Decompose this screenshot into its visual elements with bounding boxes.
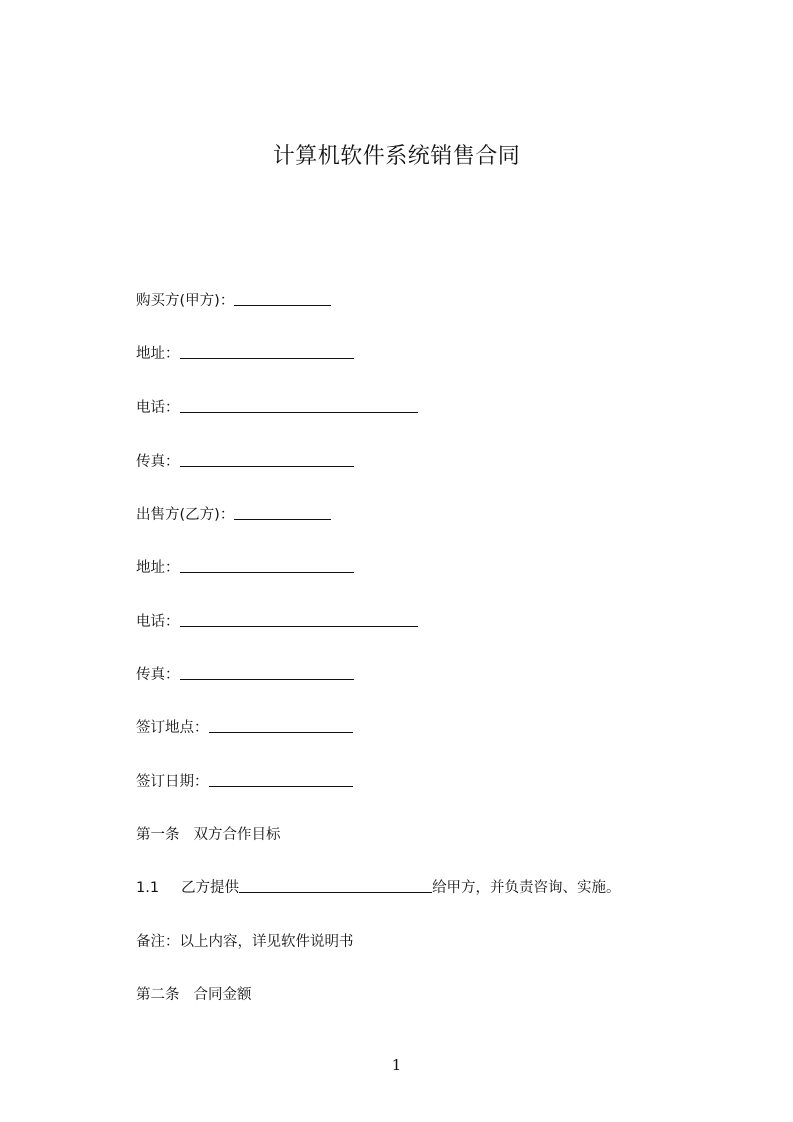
article-1-number: 第一条 bbox=[136, 827, 180, 843]
buyer-fax-blank[interactable] bbox=[180, 452, 354, 467]
clause-1-1-number: 1.1 bbox=[136, 880, 160, 896]
clause-1-1 bbox=[136, 878, 621, 898]
sign-place-label: 签订地点： bbox=[136, 720, 209, 736]
seller-address-label: 地址： bbox=[136, 560, 180, 576]
seller-fax-blank[interactable] bbox=[180, 665, 354, 680]
seller-line bbox=[136, 505, 331, 525]
article-1-heading bbox=[136, 825, 281, 845]
buyer-line bbox=[136, 291, 331, 311]
seller-fax-line bbox=[136, 665, 354, 685]
article-2-title: 合同金额 bbox=[193, 987, 252, 1003]
sign-date-line bbox=[136, 772, 353, 792]
buyer-fax-label: 传真： bbox=[136, 454, 180, 470]
article-2-number: 第二条 bbox=[136, 987, 180, 1003]
sign-place-line bbox=[136, 718, 353, 738]
article-1-title: 双方合作目标 bbox=[193, 827, 281, 843]
clause-1-1-prefix: 乙方提供 bbox=[181, 880, 240, 896]
seller-phone-blank[interactable] bbox=[180, 612, 418, 627]
seller-label: 出售方(乙方)： bbox=[136, 507, 235, 523]
contract-title: 计算机软件系统销售合同 bbox=[272, 144, 521, 169]
seller-address-line bbox=[136, 558, 354, 578]
buyer-phone-blank[interactable] bbox=[180, 398, 418, 413]
sign-place-blank[interactable] bbox=[209, 718, 353, 733]
seller-phone-line bbox=[136, 612, 418, 632]
seller-name-blank[interactable] bbox=[234, 505, 331, 520]
sign-date-label: 签订日期： bbox=[136, 774, 209, 790]
buyer-address-label: 地址： bbox=[136, 346, 180, 362]
clause-1-1-suffix: 给甲方，并负责咨询、实施。 bbox=[432, 880, 621, 896]
buyer-phone-line bbox=[136, 398, 418, 418]
page-number: 1 bbox=[391, 1056, 402, 1074]
buyer-address-line bbox=[136, 344, 354, 364]
seller-fax-label: 传真： bbox=[136, 667, 180, 683]
software-name-blank[interactable] bbox=[239, 878, 432, 893]
sign-date-blank[interactable] bbox=[209, 772, 353, 787]
seller-phone-label: 电话： bbox=[136, 614, 180, 630]
buyer-name-blank[interactable] bbox=[234, 291, 331, 306]
remark-line: 备注：以上内容，详见软件说明书 bbox=[136, 934, 354, 950]
buyer-fax-line bbox=[136, 452, 354, 472]
article-2-heading bbox=[136, 985, 252, 1005]
buyer-phone-label: 电话： bbox=[136, 400, 180, 416]
buyer-address-blank[interactable] bbox=[180, 344, 354, 359]
seller-address-blank[interactable] bbox=[180, 558, 354, 573]
buyer-label: 购买方(甲方)： bbox=[136, 293, 235, 309]
